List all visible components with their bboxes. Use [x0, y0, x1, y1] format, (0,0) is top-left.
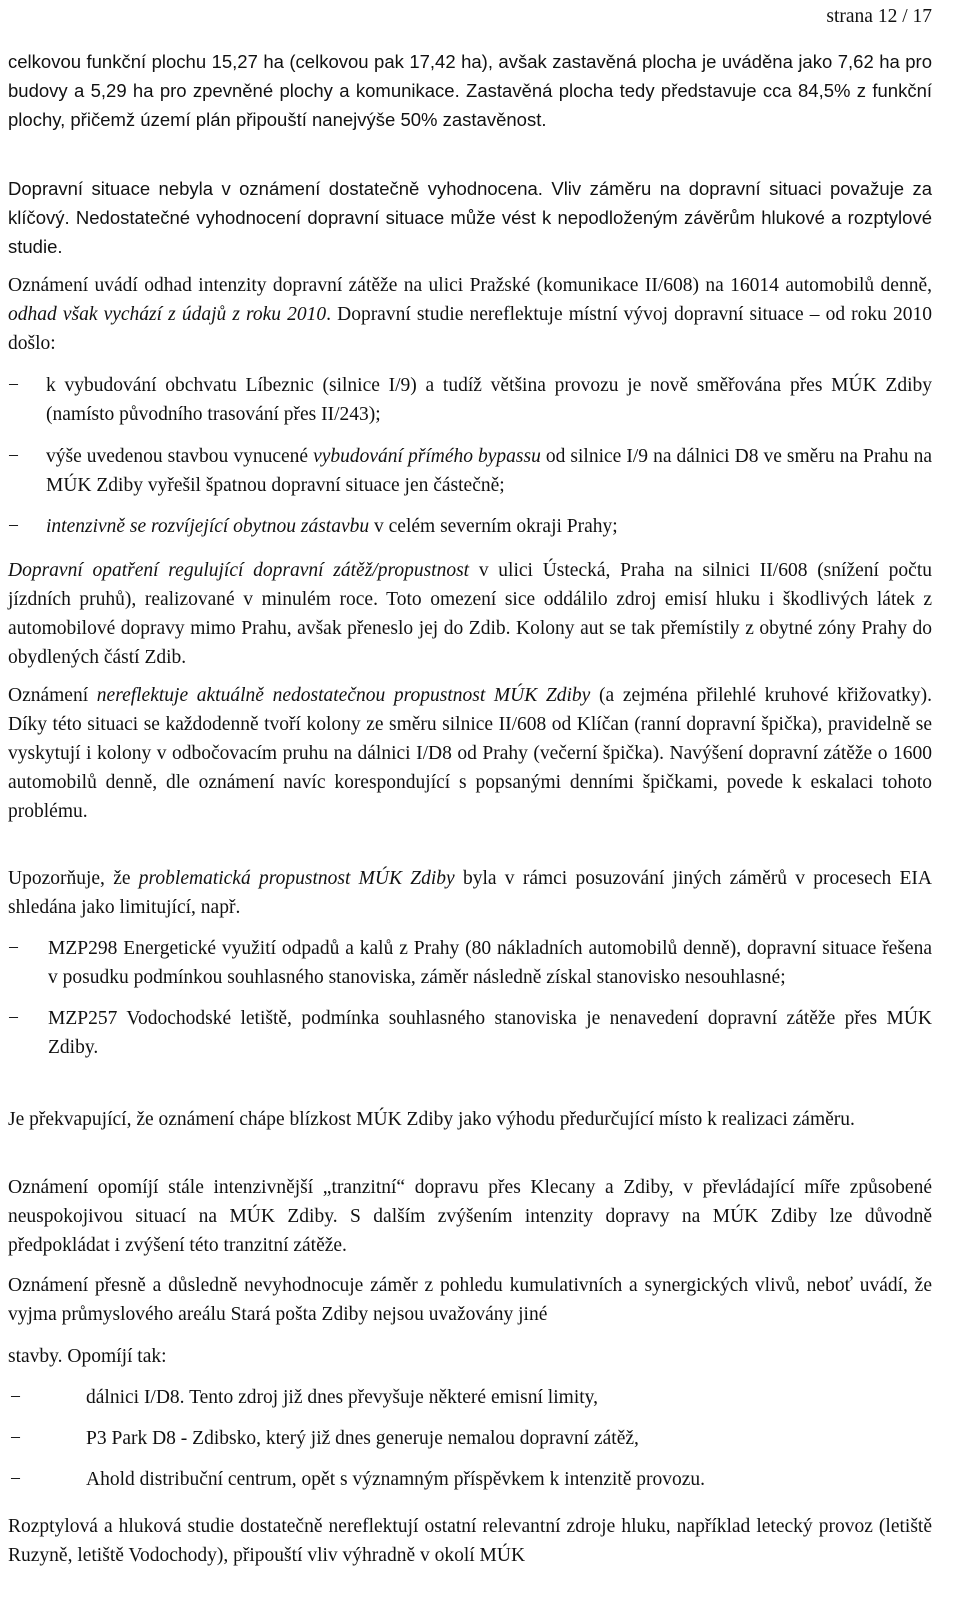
- list-item: [8, 442, 932, 500]
- text-run: (a zejména přilehlé kruhové křižovatky). Díky této situaci se každodenně tvoří kolony ze směru silnice II/608 od Klíčan (ranní dopravní špička), pravidelně se vyskytují i kolony v odbočovacím pruhu na dálnici I/D8 od Prahy (večerní špička). Navýšení dopravní zátěže o 1600 automobilů denně, dle oznámení navíc korespondující s popsanými denními špičkami, povede k eskalaci tohoto problému.: [8, 685, 932, 822]
- list-item: − MZP257 Vodochodské letiště, podmínka souhlasného stanoviska je nenavedení dopravní zátěže přes MÚK Zdiby.: [8, 1004, 932, 1062]
- traffic-developments-list: [8, 371, 932, 541]
- text-run: Upozorňuje, že: [8, 868, 139, 889]
- emphasis-text: odhad však vychází z údajů z roku 2010: [8, 304, 327, 325]
- list-item: − MZP298 Energetické využití odpadů a kalů z Prahy (80 nákladních automobilů denně), dopravní situace řešena v posudku podmínkou souhlasného stanoviska, záměr následně získal stanovisko nesouhlasné;: [8, 934, 932, 992]
- text-run: v ulici Ústecká, Praha na silnici II/608 (snížení počtu jízdních pruhů), realizované v minulém roce. Toto omezení sice oddálilo zdroj emisí hluku i škodlivých látek z automobilové dopravy mimo Prahu, avšak přeneslo jej do Zdib. Kolony aut se tak přemístily z obytné zóny Prahy do obydlených částí Zdib.: [8, 560, 932, 668]
- paragraph-cumulative: Oznámení přesně a důsledně nevyhodnocuje záměr z pohledu kumulativních a synergických vlivů, neboť uvádí, že vyjma průmyslového areálu Stará pošta Zdiby nejsou uvažovány jiné: [8, 1275, 932, 1325]
- emphasis-text: intenzivně se rozvíjející obytnou zástavbu: [46, 516, 370, 537]
- eia-examples-list: [8, 934, 932, 1062]
- text-run: Oznámení uvádí odhad intenzity dopravní zátěže na ulici Pražské (komunikace II/608) na 16014 automobilů denně,: [8, 275, 932, 296]
- list-item: − P3 Park D8 - Zdibsko, který již dnes generuje nemalou dopravní zátěž,: [8, 1424, 932, 1453]
- emphasis-text: Dopravní opatření regulující dopravní zátěž/propustnost: [8, 560, 470, 581]
- text-run: v celém severním okraji Prahy;: [369, 516, 618, 537]
- omitted-sources-list: [8, 1383, 932, 1494]
- list-item: − Ahold distribuční centrum, opět s významným příspěvkem k intenzitě provozu.: [8, 1465, 932, 1494]
- text-run: od silnice I/9 na dálnici D8 ve směru na Prahu na MÚK Zdiby vyřešil špatnou dopravní situace jen částečně;: [46, 446, 932, 496]
- list-item: − dálnici I/D8. Tento zdroj již dnes převyšuje některé emisní limity,: [8, 1383, 932, 1412]
- text-run: . Dopravní studie nereflektuje místní vývoj dopravní situace – od roku 2010 došlo:: [8, 304, 932, 354]
- paragraph-cumulative-cont: stavby. Opomíjí tak:: [8, 1346, 167, 1367]
- list-item: [8, 512, 932, 541]
- text-run: Oznámení: [8, 685, 97, 706]
- paragraph-dispersion-study: Rozptylová a hluková studie dostatečně nereflektují ostatní relevantní zdroje hluku, například letecký provoz (letiště Ruzyně, letiště Vodochody), připouští vliv výhradně v okolí MÚK: [8, 1516, 932, 1566]
- emphasis-text: nereflektuje aktuálně nedostatečnou propustnost MÚK Zdiby: [96, 685, 591, 706]
- emphasis-text: problematická propustnost MÚK Zdiby: [138, 868, 455, 889]
- paragraph-traffic-estimate: [8, 271, 932, 358]
- paragraph-transit: Oznámení opomíjí stále intenzivnější „tranzitní“ dopravu přes Klecany a Zdiby, v převládající míře způsobené neuspokojivou situací na MÚK Zdiby. S dalším zvýšením intenzity dopravy na MÚK Zdiby lze důvodně předpokládat i zvýšení této tranzitní zátěže.: [8, 1177, 932, 1256]
- paragraph-traffic-situation: Dopravní situace nebyla v oznámení dostatečně vyhodnocena. Vliv záměru na dopravní situaci považuje za klíčový. Nedostatečné vyhodnocení dopravní situace může vést k nepodloženým závěrům hlukové a rozptylové studie.: [8, 178, 932, 257]
- emphasis-text: vybudování přímého bypassu: [313, 446, 541, 467]
- paragraph-traffic-measures: [8, 556, 932, 672]
- paragraph-surprising: Je překvapující, že oznámení chápe blízkost MÚK Zdiby jako výhodu předurčující místo k realizaci záměru.: [8, 1109, 855, 1130]
- paragraph-capacity: [8, 681, 932, 826]
- page-number: strana 12 / 17: [826, 6, 932, 27]
- text-run: byla v rámci posuzování jiných záměrů v procesech EIA shledána jako limitující, např.: [8, 868, 932, 918]
- text-run: výše uvedenou stavbou vynucené: [46, 446, 314, 467]
- list-item: − k vybudování obchvatu Líbeznic (silnice I/9) a tudíž většina provozu je nově směřována přes MÚK Zdiby (namísto původního trasování přes II/243);: [8, 371, 932, 429]
- paragraph-built-up-area: celkovou funkční plochu 15,27 ha (celkovou pak 17,42 ha), avšak zastavěná plocha je uváděna jako 7,62 ha pro budovy a 5,29 ha pro zpevněné plochy a komunikace. Zastavěná plocha tedy představuje cca 84,5% z funkční plochy, přičemž území plán připouští nanejvýše 50% zastavěnost.: [8, 51, 932, 130]
- paragraph-limiting-factor: [8, 864, 932, 922]
